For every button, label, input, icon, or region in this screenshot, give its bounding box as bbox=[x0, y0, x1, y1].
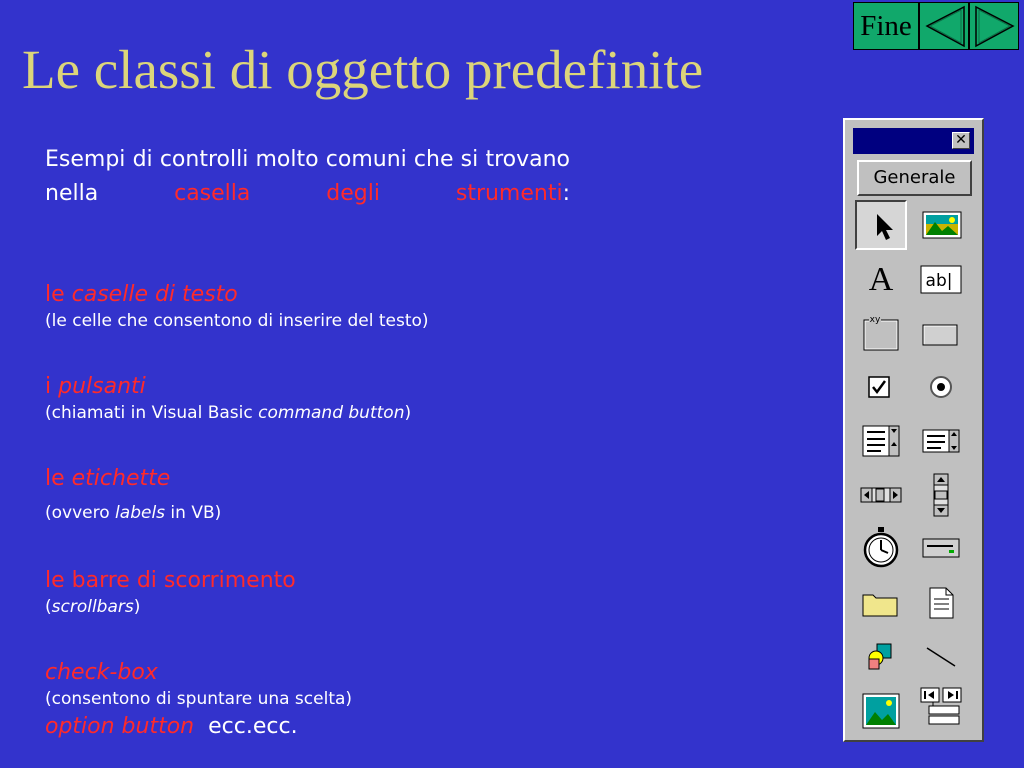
item-term: pulsanti bbox=[58, 374, 146, 399]
item-term: etichette bbox=[71, 466, 171, 491]
svg-text:ab|: ab| bbox=[925, 271, 953, 291]
timer-icon bbox=[855, 524, 907, 574]
drive-icon bbox=[915, 524, 967, 574]
slide-title: Le classi di oggetto predefinite bbox=[22, 39, 704, 100]
item-desc-post: in VB) bbox=[165, 503, 222, 523]
vscrollbar-icon bbox=[915, 470, 967, 520]
vb-toolbox bbox=[843, 118, 984, 742]
listbox-icon bbox=[915, 416, 967, 466]
item-term-option: option button bbox=[45, 714, 195, 739]
next-slide-button[interactable] bbox=[969, 2, 1019, 50]
listbox-tool[interactable] bbox=[915, 416, 967, 466]
textbox-tool[interactable] bbox=[915, 254, 967, 304]
item-desc-em: scrollbars bbox=[51, 597, 134, 617]
label-tool[interactable] bbox=[855, 254, 907, 304]
svg-text:A: A bbox=[868, 261, 894, 298]
prev-slide-button[interactable] bbox=[919, 2, 969, 50]
timer-tool[interactable] bbox=[855, 524, 907, 574]
combobox-tool[interactable] bbox=[855, 416, 907, 466]
frame-tool[interactable] bbox=[855, 308, 907, 358]
item-labels bbox=[45, 465, 221, 525]
slide-content bbox=[45, 143, 570, 739]
item-prefix: i bbox=[45, 374, 59, 399]
folder-icon bbox=[855, 578, 907, 628]
picturebox-tool[interactable] bbox=[915, 200, 967, 250]
toolbox-tab-generale[interactable]: Generale bbox=[857, 160, 972, 196]
item-prefix: le bbox=[45, 282, 72, 307]
item-scrollbars bbox=[45, 567, 296, 619]
drivelistbox-tool[interactable] bbox=[915, 524, 967, 574]
line-icon bbox=[915, 632, 967, 682]
label-icon bbox=[855, 254, 907, 304]
toolbox-titlebar[interactable] bbox=[853, 128, 974, 154]
intro-highlight: casella degli strumenti bbox=[174, 181, 563, 206]
intro-text: Esempi di controlli molto comuni che si trovano nella bbox=[45, 147, 570, 206]
frame-icon bbox=[855, 308, 907, 358]
item-suffix: ecc.ecc. bbox=[208, 714, 298, 739]
item-desc-post: ) bbox=[133, 597, 141, 617]
picturebox-icon bbox=[915, 200, 967, 250]
checkbox-icon bbox=[855, 362, 907, 412]
item-checkbox bbox=[45, 659, 352, 741]
data-tool[interactable] bbox=[915, 686, 967, 736]
close-icon[interactable]: ✕ bbox=[952, 132, 970, 149]
item-desc-post: ) bbox=[404, 403, 412, 423]
item-desc: (le celle che consentono di inserire del testo) bbox=[45, 311, 429, 331]
image-tool[interactable] bbox=[855, 686, 907, 736]
item-desc: (consentono di spuntare una scelta) bbox=[45, 689, 353, 709]
hscrollbar-icon bbox=[855, 470, 907, 520]
hscrollbar-tool[interactable] bbox=[855, 470, 907, 520]
item-desc-em: labels bbox=[115, 503, 166, 523]
commandbutton-tool[interactable] bbox=[915, 308, 967, 358]
item-desc-em: command button bbox=[258, 403, 405, 423]
commandbutton-icon bbox=[915, 308, 967, 358]
intro-paragraph bbox=[45, 143, 570, 211]
item-desc-pre: (chiamati in Visual Basic bbox=[45, 403, 259, 423]
item-textboxes bbox=[45, 281, 429, 333]
item-desc-pre: ( bbox=[45, 597, 52, 617]
intro-colon: : bbox=[562, 181, 570, 206]
vscrollbar-tool[interactable] bbox=[915, 470, 967, 520]
item-term: le barre di scorrimento bbox=[45, 568, 296, 593]
checkbox-tool[interactable] bbox=[855, 362, 907, 412]
optionbutton-tool[interactable] bbox=[915, 362, 967, 412]
triangle-left-icon bbox=[920, 3, 970, 51]
item-term: caselle di testo bbox=[71, 282, 238, 307]
shape-tool[interactable] bbox=[855, 632, 907, 682]
item-term: check-box bbox=[45, 660, 158, 685]
item-prefix: le bbox=[45, 466, 72, 491]
triangle-right-icon bbox=[970, 3, 1020, 51]
svg-text:xy: xy bbox=[869, 315, 881, 325]
dirlistbox-tool[interactable] bbox=[855, 578, 907, 628]
data-control-icon bbox=[915, 686, 967, 736]
pointer-icon bbox=[857, 202, 907, 250]
item-desc-pre: (ovvero bbox=[45, 503, 116, 523]
item-buttons bbox=[45, 373, 411, 425]
textbox-icon bbox=[915, 254, 967, 304]
shapes-icon bbox=[855, 632, 907, 682]
combobox-icon bbox=[855, 416, 907, 466]
image-icon bbox=[855, 686, 907, 736]
optionbutton-icon bbox=[915, 362, 967, 412]
file-icon bbox=[915, 578, 967, 628]
filelistbox-tool[interactable] bbox=[915, 578, 967, 628]
fine-button[interactable]: Fine bbox=[853, 2, 919, 50]
pointer-tool[interactable] bbox=[855, 200, 907, 250]
line-tool[interactable] bbox=[915, 632, 967, 682]
